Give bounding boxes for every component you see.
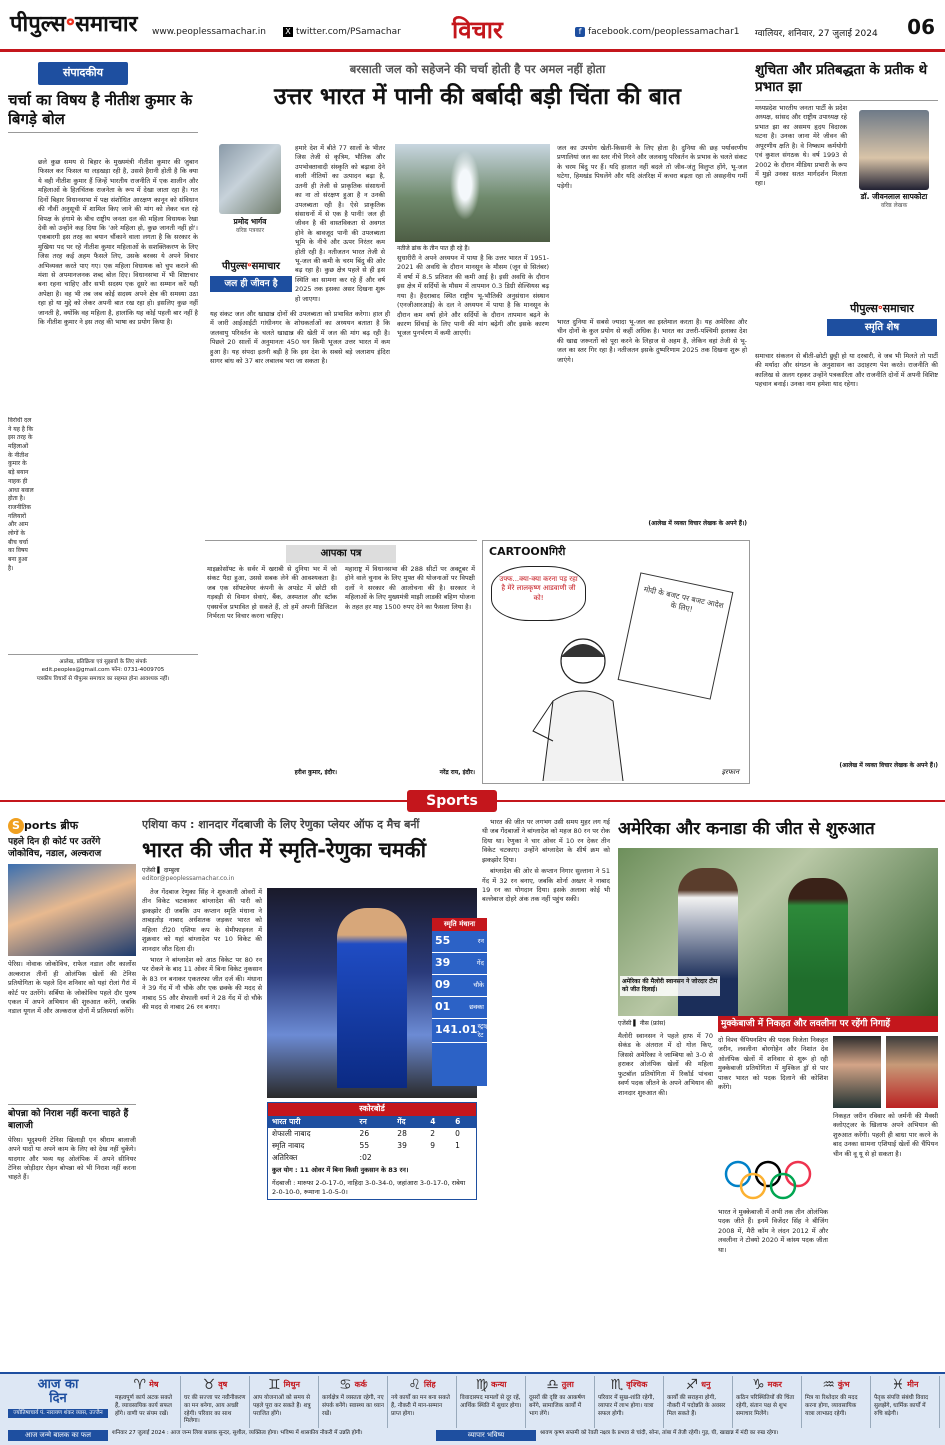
zodiac-name: मकर [767,1380,782,1390]
scoreboard-cell: शेफाली नाबाद [272,1128,311,1138]
zodiac-text: परिवार में सुख-शांति रहेगी, व्यापार में लाभ होगा। यात्रा सफल होगी। [598,1394,655,1417]
zodiac-sign [802,1376,871,1428]
zodiac-sign [733,1376,802,1428]
football-story: अमेरिका और कनाडा की जीत से शुरुआत अमेरिका की मैलोरी स्वानसन ने जोरदार टीम को जीत दिलाई। एजेंसी ▌ नीस (फ्रांस) मैलोरी स्वानसन ने पहले हाफ में 70 सेकंड के अंतराल में दो गोल किए, जिससे अमेरिका ने जाम्बिया को 3-0 से हराकर ओलंपिक खेलों की महिला फुटबॉल प्रतियोगिता में रिकॉर्ड पांचवा स्वर्ण पदक जीतने के अपने अभियान की शानदार शुरुआत की। मुक्केबाजी में निकहत और लवलीना पर रहेंगी निगाहें दो विश्व चैंपियनशिप की पदक विजेता निकहत जरीन, लवलीना बोरगोहेन और निशांत देव ओलंपिक खेलों में शनिवार से शुरू हो रही मुक्केबाजी प्रतियोगिता में मुश्किल ड्रॉ से पार पाकर भारत को पदक दिलाने की कोशिश करेंगे। भारत ने मुक्केबाजी में अभी तक तीन ओलंपिक पदक जीते हैं। इनमें विजेंदर सिंह ने बीजिंग 2008 में, मैरी कॉम ने लंदन 2012 में और लवलीना ने टोक्यो 2020 में कांस्य पदक जीता था। निकहत जरीन रविवार को जर्मनी की मैक्सी क्लोएट्जर के खिलाफ अपने अभियान की शुरुआत करेंगी। पहली ही बाधा पार करने के बाद उनका सामना एशियाई खेलों की चैंपियन चीन की वू यू से हो सकता है। [618,818,938,1366]
zodiac-name: धनु [701,1380,711,1390]
scoreboard-row [268,1152,476,1164]
stat-list [432,931,494,1043]
facebook-icon: f [575,27,585,37]
zodiac-icon: ♊ [268,1377,281,1393]
brief-body: पेरिस। नोवाक जोकोविच, राफेल नडाल और कार्लोस अल्कराज तीनों ही ओलंपिक खेलों की टेनिस प्रतियोगिता के पहले दिन शनिवार को यहां रोलां गैरां में कोर्ट पर उतरेंगे। सर्बिया के जोकोविच पहले दौर पुरुष एकल में अपने अभियान की शुरुआत करेंगे, जबकि नडाल यूगल में और अल्कराज दोनों में प्रतिस्पर्धा करेंगे। [8,960,136,1016]
zodiac-name: कुंभ [837,1380,850,1390]
lead-col-5: भारत दुनिया में सबसे ज्यादा भू-जल का इस्तेमाल करता है। यह अमेरिका और चीन दोनों के कुल प्रयोग से कहीं अधिक है। भारत का उत्तरी-पश्चिमी इलाका देश की खाद्य जरूरतों को पूरा करने के लिहाज से अहम है, लेकिन वहां तेजी से भू-जल का स्तर गिर रहा है। नतीजतन इसके दुष्परिणाम 2025 तक दिखना शुरू हो जाएंगे। [557,318,747,364]
tribute-body-1: मध्यप्रदेश भारतीय जनता पार्टी के प्रदेश अध्यक्ष, सांसद और राष्ट्रीय उपाध्यक्ष रहे प्रभात झा का असमय हृदय विदारक घटना है। उनका जाना मेरे जीवन की अपूरणीय क्षति है। वे निष्काम कर्मयोगी एवं कुशल संगठक थे। वर्ष 1993 से 2002 के दौरान मीडिया प्रभारी के रूप में मुझे उनका सतत मार्गदर्शन मिलता रहा। [755,104,847,188]
nikhat-photo [833,1036,881,1108]
lead-col-1: हमारे देश में बीते 77 सालों के भीतर जिस तेजी से कृत्रिम, भौतिक और उपभोक्तावादी संस्कृति को बढ़ावा देने वाली नीतियों का उत्पादन बढ़ा है, उतनी ही तेजी से प्राकृतिक संसाधनों का ना तो संरक्षण हुआ है न उनकी उपलब्धता रही है। ऐसे प्राकृतिक संसाधनों में से एक है पानी! जल ही जीवन है की वास्तविकता से अवगत होने के बावजूद पानी की उपलब्धता भूमि के नीचे और ऊपर निरंतर कम होती रही है। नतीजतन भारत तेजी से भू-जल की कमी के चरम बिंदु की ओर बढ़ रहा है। कुछ क्षेत्र पहले से ही इस स्थिति का सामना कर रहे हैं और वर्ष 2025 तक इसका असर दिखना शुरू हो जाएगा। [295,144,385,303]
letters-title: आपका पत्र [286,545,396,563]
cartoon-sign: मोदी के बजट पर बजट आदेश के लिए! [618,572,734,699]
cartoon-title: CARTOONगिरी [489,545,566,558]
stat-value: 55 [435,934,451,948]
football-caption: अमेरिका की मैलोरी स्वानसन ने जोरदार टीम को जीत दिलाई। [620,976,720,996]
scoreboard-cell: 2 [430,1128,436,1138]
zodiac-sign [250,1376,319,1428]
football-body: मैलोरी स्वानसन ने पहले हाफ में 70 सेकंड के अंतराल में दो गोल किए, जिससे अमेरिका ने जाम्बिया को 3-0 से हराकर ओलंपिक खेलों की महिला फुटबॉल प्रतियोगिता में रिकॉर्ड पांचवा स्वर्ण पदक जीतने के अपने अभियान की शानदार शुरुआत की। [618,1032,713,1097]
lead-col-2: यह संकट जल और खाद्यान्न दोनों की उपलब्धता को प्रभावित करेगा। हाल ही में जारी आईआईटी गांधीनगर के शोधकर्ताओं का अध्ययन बताता है कि जलवायु परिवर्तन के चलते खाद्यान्न की खेती में जल की मांग बढ़ रही है। पिछले 20 सालों में अनुमानतः 450 घन किमी भूजल उत्तर भारत में कम हुआ है। यह संपदा इतनी बड़ी है कि इस देश के सबसे बड़े जलाशय इंदिरा सागर बांध को 37 बार लबालब भरा जा सकता है। [210,310,390,366]
editorial-headline: चर्चा का विषय है नीतीश कुमार के बिगड़े बोल [8,90,193,128]
editorial-section [8,62,198,784]
scoreboard-header-cell: रन [356,1116,394,1128]
zodiac-text: मित्र या रिश्तेदार की मदद करना होगा, व्यावसायिक यात्रा लाभप्रद रहेगी। [805,1394,858,1417]
masthead [0,0,945,52]
cartoon-box [482,540,750,784]
letters-section: आपका पत्र माइक्रोसॉफ्ट के सर्वर में खराबी से दुनिया भर में जो संकट पैदा हुआ, उससे सबक लेने की आवश्यकता है। जब एक सॉफ्टवेयर कंपनी के अपडेट में छोटी सी गड़बड़ी से विमान सेवाएं, बैंक, अस्पताल और स्टॉक एक्सचेंज प्रभावित हो सकते हैं, तो हमें अपनी डिजिटल निर्भरता पर विचार करना चाहिए। हरीश कुमार, इंदौर। महाराष्ट्र में विधानसभा की 288 सीटों पर अक्टूबर में होने वाले चुनाव के लिए मुफ्त की योजनाओं पर विपक्षी दलों ने सरकार की आलोचना की है। सरकार ने महिलाओं के लिए मुख्यमंत्री माझी लाडकी बहिण योजना के तहत हर माह 1500 रुपए देने का फैसला लिया है। नरेंद्र राय, इंदौर। [205,540,477,784]
zodiac-sign [388,1376,457,1428]
boxing-body-3: निकहत जरीन रविवार को जर्मनी की मैक्सी क्लोएट्जर के खिलाफ अपने अभियान की शुरुआत करेंगी। पहली ही बाधा पार करने के बाद उनका सामना एशियाई खेलों की चैंपियन चीन की वू यू से हो सकता है। [833,1112,938,1158]
zodiac-text: कार्यों की सराहना होगी, नौकरी में पदोन्नति के अवसर मिल सकते हैं। [667,1394,726,1417]
zodiac-name: मेष [149,1380,159,1390]
smriti-stats-box: स्मृति मंधाना 55 रन 39 गेंद 09 चौके 01 छक्का 141.01 स्ट्राइक रेट [432,918,487,1086]
scoreboard-cell [451,1152,476,1164]
brief2-body: पेरिस। भूदृश्यनी टेनिस खिलाड़ी एन श्रीराम बालाजी अपने यादों या अपने काम के लिए को देख नहीं चुकेंगे। यादगार और भव्य यह ओलंपिक में अपने सीनियर टेनिस जोड़ीदार रोहन बोपन्ना को भी निराश नहीं करना चाहते हैं। [8,1135,136,1182]
stat-label: स्ट्राइक रेट [477,1021,494,1039]
website-link[interactable]: www.peoplessamachar.in [152,27,266,37]
zodiac-text: विवादास्पद मामलों से दूर रहें, आर्थिक स्थिति में सुधार होगा। [460,1394,522,1409]
series-tag-block: पीपुल्स॰समाचार जल ही जीवन है [210,260,292,292]
scoreboard-cell [393,1152,426,1164]
zodiac-icon: ♑ [752,1377,765,1393]
tribute-byline-note: (आलेख में व्यक्त विचार लेखक के अपने हैं।) [839,762,938,769]
brief2-headline: बोपन्ना को निराश नहीं करना चाहते हैं बालाजी [8,1109,129,1132]
twitter-link[interactable]: X twitter.com/PSamachar [283,26,401,38]
scoreboard-header-cell: गेंद [393,1116,426,1128]
dateline: ग्वालियर, शनिवार, 27 जुलाई 2024 [755,29,878,39]
facebook-link[interactable]: f facebook.com/peoplessamachar1 [575,26,740,38]
stat-label: चौके [473,981,484,990]
scoreboard-cell: 28 [397,1128,407,1138]
scoreboard-cell: स्मृति नाबाद [272,1141,305,1151]
lead-headline: उत्तर भारत में पानी की बर्बादी बड़ी चिंता की बात [274,83,681,110]
scoreboard-cell: 26 [359,1128,370,1138]
zodiac-text: कठिन परिस्थितियों की चिंता रहेगी, संतान पक्ष से शुभ समाचार मिलेंगे। [736,1394,795,1417]
boxing-body-2: भारत ने मुक्केबाजी में अभी तक तीन ओलंपिक पदक जीते हैं। इनमें विजेंदर सिंह ने बीजिंग 2008 में, मैरी कॉम ने लंदन 2012 में और लवलीना ने टोक्यो 2020 में कांस्य पदक जीता था। [718,1208,828,1254]
editorial-contact: आलेख, प्रतिक्रिया एवं सुझावों के लिए संपर्क edit.peoples@gmail.com फोन: 0731-4009705 पत्रकीय विचारों से पीपुल्स समाचार का सहमत होना आवश्यक नहीं। [8,654,198,683]
editorial-sidebar-text: विरोधी दल ने यह है कि इस तरह के महिलाओं के नीतीश कुमार के बड़े बयान नाहक ही आधा बवाल होता है। राजनीतिक गलियारों और आम लोगों के बीच चर्चा का विषय बना हुआ है। [8,417,34,572]
main-sports-story: एशिया कप : शानदार गेंदबाजी के लिए रेणुका प्लेयर ऑफ द मैच बनीं भारत की जीत में स्मृति-रेणुका चमकीं एजेंसी ▌ दाम्बुला editor@peoplessamachar.co.in तेज गेंदबाज रेणुका सिंह ने शुरुआती ओवरों में तीन विकेट चटकाकर बांग्लादेश की पारी को झकझोर दी जबकि उप कप्तान स्मृति मंधाना ने ताबड़तोड़ नाबाद अर्धशतक जड़कर भारत को महिला टी20 एशिया कप के सेमीफाइनल में शुक्रवार को यहां बांग्लादेश पर 10 विकेट की शानदार जीत दिला दी। भारत ने बांग्लादेश को आठ विकेट पर 80 रन पर रोकने के बाद 11 ओवर में बिना विकेट नुकसान के 83 रन बनाकर एकतरफा जीत दर्ज की। मंधाना ने 39 गेंद में नौ चौके और एक छक्के की मदद से नाबाद 55 और शेफाली वर्मा ने 28 गेंद में दो चौके की मदद से नाबाद 26 रन बनाए। स्मृति मंधाना 55 रन 39 गेंद 09 चौके 01 छक्का 141.01 स्ट्राइक रेट भारत की जीत पर लगभग उसी समय मुहर लग गई थी जब गेंदबाजों ने बांग्लादेश को महज 80 रन पर रोक दिया था। रेणुका ने चार ओवर में 10 रन देकर तीन विकेट चटकाए। उन्होंने बांग्लादेश के शीर्ष क्रम को झकझोर दिया। बांग्लादेश की ओर से कप्तान निगार सुल्ताना ने 51 गेंद में 32 रन बनाए, जबकि शोर्ना अख्तर ने नाबाद 19 रन का योगदान दिया। इसके अलावा कोई भी बल्लेबाज दोहरे अंक तक नहीं पहुंच सकी। स्कोरबोर्ड भारत पारी रन गेंद 4 6 शेफाली नाबाद 26 28 2 0 स्मृति नाबाद 55 39 9 1 अतिरिक्त :02 कुल योग : 11 ओवर में बिना किसी नुकसान के 83 रन। गेंदबाजी : मारुफा 2-0-17-0, नाहिदा 3-0-34-0, जहांआरा 3-0-17-0, राबेया 2-0-10-0, रूमाना 1-0-5-0। [142,818,612,1366]
football-photo [618,848,938,1016]
lead-byline-note: (आलेख में व्यक्त विचार लेखक के अपने हैं।) [648,520,747,527]
zodiac-sign [664,1376,733,1428]
editorial-body: छले कुछ समय से बिहार के मुख्यमंत्री नीतीश कुमार की जुबान फिसल कर फिसल या लड़खड़ा रही है, उससे हैरानी होती है कि क्या ये वही नीतीश कुमार हैं जिन्हें भारतीय राजनीति में एक शालीन और महिलाओं के हितचिंतक राजनेता के रूप में देखा जाता रहा है। गत दिनों बिहार विधानसभा में पक्ष संशोधित आरक्षण कानून को संविधान की नौवीं अनुसूची में शामिल किए जाने की मांग को लेकर चल रहे विपक्ष के हंगामे के बीच राष्ट्रीय जनता दल की महिला विधायक रेखा देवी को उन्होंने कह दिया कि 'अरे महिला हो, कुछ जानती नहीं हो'। एकबारगी इस तरह का बयान चौंकाने वाला लगता है कि सरकार के मुखिया पद पर रहे नीतीश कुमार महिलाओं के सशक्तिकरण के लिए जिस तरह कई अहम फैसले लिए, उसके बरक्स ये अपने विचार अभिव्यक्त करते पाए गए। एक महिला विधायक को चुप कराने की मंशा से अपमानजनक शब्द बोल दिए। विधानसभा में भी शिष्टाचार बना रहना चाहिए और सभी सदस्य एक दूसरे का सम्मान करें यही अपेक्षा है। वह भी तब जब कोई सदस्य अपने क्षेत्र की समस्या उठा रहा हो या मुद्दे को लेकर अपनी बात रख रहा हो। इसलिए कुछ नहीं जानती है, क्योंकि वह महिला है, हालांकि यह कोई पहली बार नहीं है कि नीतीश कुमार ने इस तरह की भाषा का प्रयोग किया है। [38,158,198,327]
zodiac-text: नये कार्यों का मन बना सकते हैं, नौकरी में मान-सम्मान प्राप्त होगा। [391,1394,450,1417]
lead-col-3: सुधारीरी ने अपने अध्ययन में पाया है कि उत्तर भारत में 1951-2021 की अवधि के दौरान मानसून के मौसम (जून से सितंबर) में वर्षा में 8.5 प्रतिशत की कमी आई है। इसी अवधि के दौरान इस क्षेत्र में सर्दियों के मौसम में तापमान 0.3 डिग्री सेल्सियस बढ़ गया है। हैदराबाद स्थित राष्ट्रीय भू-भौतिकी अनुसंधान संस्थान (एनजीआरआई) के दल ने अध्ययन में पाया है कि मानसून के दौरान कम वर्षा होने और सर्दियों के दौरान तापमान बढ़ने के कारण सिंचाई के लिए पानी की मांग बढ़ेगी और इसके कारण भूजल पुनर्भरण में कमी आएगी। [397,254,549,338]
zodiac-text: घर की सज्जा पर नवीनीकरण का मन बनेगा, आय अच्छी रहेगी। परिवार का साथ मिलेगा। [184,1394,246,1425]
zodiac-icon: ♉ [202,1377,216,1393]
stat-row [432,975,487,997]
zodiac-sign [112,1376,181,1428]
newspaper-logo[interactable]: पीपुल्स॰समाचार [10,12,138,37]
zodiac-text: दूसरों की दृष्टि का आकर्षण बनेंगे, सामाजिक कार्यों में भाग लेंगे। [529,1394,586,1417]
lead-col-4: जल का उपयोग खेती-किसानी के लिए होता है। दुनिया की छह पर्यावरणीय प्रणालियां जल का स्तर नीचे गिरने और जलवायु परिवर्तन के प्रभाव के चलते संकट के चरम बिंदु पर हैं। यदि हालात नहीं बदले तो जीव-जंतु विलुप्त होंगे, भू-जल घटेगा, हिमखंड पिघलेंगे और यदि अंतरिक्ष में कचरा बढ़ता रहा तो असहनीय गर्मी पड़ेगी। [557,144,747,190]
scoreboard-header-cell: 6 [451,1116,476,1128]
section-title: विचार [452,16,503,44]
zodiac-grid [112,1376,940,1428]
zodiac-icon: ♐ [685,1377,699,1393]
zodiac-sign [871,1376,940,1428]
zodiac-icon: ♌ [408,1377,421,1393]
zodiac-icon: ♍ [475,1377,489,1393]
stat-row [432,997,487,1019]
stat-row [432,953,487,975]
boxing-headline: मुक्केबाजी में निकहत और लवलीना पर रहेंगी निगाहें [718,1016,938,1032]
zodiac-name: कर्क [354,1380,367,1390]
boxing-body-1: दो विश्व चैंपियनशिप की पदक विजेता निकहत जरीन, लवलीना बोरगोहेन और निशांत देव ओलंपिक खेलों में शनिवार से शुरू हो रही मुक्केबाजी प्रतियोगिता में मुश्किल ड्रॉ से पार पाकर भारत को पदक दिलाने की कोशिश करेंगे। [718,1036,828,1092]
sports-headline: भारत की जीत में स्मृति-रेणुका चमकीं [142,837,427,862]
sports-brief-icon: S [8,818,24,834]
scoreboard-header-cell: 4 [426,1116,451,1128]
zodiac-name: सिंह [423,1380,436,1390]
brief-headline: पहले दिन ही कोर्ट पर उतरेंगे जोकोविच, नडाल, अल्कराज [8,837,102,859]
scoreboard-cell: 55 [359,1141,370,1151]
tribute-series-tag: पीपुल्स॰समाचार स्मृति शेष [827,302,937,336]
football-headline: अमेरिका और कनाडा की जीत से शुरुआत [618,819,875,839]
sports-banner-bar [0,790,945,812]
zodiac-icon: ♏ [610,1377,624,1393]
editorial-email-link[interactable]: edit.peoples@gmail.com फोन: 0731-4009705 [41,667,165,674]
zodiac-icon: ♈ [133,1377,147,1393]
zodiac-name: मीन [907,1380,919,1390]
twitter-icon: X [283,27,293,37]
stat-value: 39 [435,956,451,970]
scoreboard-table [268,1116,476,1165]
cartoon-artist: इरफान [721,767,739,776]
scoreboard-cell: 1 [455,1141,460,1151]
sports-email[interactable]: editor@peoplessamachar.co.in [142,875,235,883]
stat-value: 141.01 [435,1023,478,1037]
zodiac-sign [595,1376,664,1428]
scoreboard-cell: अतिरिक्त [272,1153,298,1163]
scoreboard: स्कोरबोर्ड भारत पारी रन गेंद 4 6 शेफाली नाबाद 26 28 2 0 स्मृति नाबाद 55 39 9 1 अतिरिक्त :02 कुल योग : 11 ओवर में बिना किसी नुकसान के 83 रन। गेंदबाजी : मारुफा 2-0-17-0, नाहिदा 3-0-34-0, जहांआरा 3-0-17-0, राबेया 2-0-10-0, रूमाना 1-0-5-0। [267,1102,477,1200]
zodiac-text: कार्यक्षेत्र में व्यस्तता रहेगी, नए संपर्क बनेंगे। स्वास्थ्य का ध्यान रखें। [322,1394,384,1417]
zodiac-text: महत्वपूर्ण कार्य अटक सकते हैं, व्यावसायिक कार्य सफल होंगे। वाणी पर संयम रखें। [115,1394,173,1417]
stat-row [432,931,487,953]
scoreboard-header-cell: भारत पारी [268,1116,356,1128]
scoreboard-cell: 39 [397,1141,407,1151]
lead-author: प्रमोद भार्गव वरिष्ठ पत्रकार [210,144,290,252]
stat-value: 09 [435,978,451,992]
scoreboard-cell: 9 [430,1141,436,1151]
zodiac-icon: ♎ [546,1377,559,1393]
zodiac-sign [457,1376,526,1428]
sports-body-1: तेज गेंदबाज रेणुका सिंह ने शुरुआती ओवरों में तीन विकेट चटकाकर बांग्लादेश की पारी को झकझोर दी जबकि उप कप्तान स्मृति मंधाना ने ताबड़तोड़ नाबाद अर्धशतक जड़कर भारत को महिला टी20 एशिया कप के सेमीफाइनल में शुक्रवार को यहां बांग्लादेश पर 10 विकेट की शानदार जीत दिला दी। भारत ने बांग्लादेश को आठ विकेट पर 80 रन पर रोकने के बाद 11 ओवर में बिना विकेट नुकसान के 83 रन बनाकर एकतरफा जीत दर्ज की। मंधाना ने 39 गेंद में नौ चौके और एक छक्के की मदद से नाबाद 55 और शेफाली वर्मा ने 28 गेंद में दो चौके की मदद से नाबाद 26 रन बनाए। [142,888,262,1012]
scoreboard-cell: :02 [359,1153,372,1163]
sports-body-2: भारत की जीत पर लगभग उसी समय मुहर लग गई थी जब गेंदबाजों ने बांग्लादेश को महज 80 रन पर रोक दिया था। रेणुका ने चार ओवर में 10 रन देकर तीन विकेट चटकाए। उन्होंने बांग्लादेश के शीर्ष क्रम को झकझोर दिया। बांग्लादेश की ओर से कप्तान निगार सुल्ताना ने 51 गेंद में 32 रन बनाए, जबकि शोर्ना अख्तर ने नाबाद 19 रन का योगदान दिया। इसके अलावा कोई भी बल्लेबाज दोहरे अंक तक नहीं पहुंच सकी। [482,818,610,904]
sports-banner: Sports [407,790,497,812]
stat-label: गेंद [476,959,484,968]
lead-kicker: बरसाती जल को सहेजने की चर्चा होती है पर अमल नहीं होता [349,62,606,76]
photo-caption: नतीजे ढांक के तीन पात ही रहे हैं। [397,245,470,252]
stat-label: छक्का [469,1003,484,1011]
stat-row [432,1019,494,1044]
zodiac-sign [181,1376,250,1428]
tribute-body-2: समाचार संकलन से बीती-छोटी छुट्टी हो या दरबारी, वे जब भी मिलते तो पार्टी की मर्यादा और संगठन के अनुशासन का उदाहरण पेश करते। राजनीति की कालिख से अलग रहकर उन्होंने पत्रकारिता और राजनीति दोनों में अपनी विशिष्ट पहचान बनाई। उनका नाम हमेशा याद रहेगा। [755,352,938,389]
nadal-photo [8,864,136,956]
stat-value: 01 [435,999,451,1013]
zodiac-sign [319,1376,388,1428]
zodiac-name: वृष [218,1380,228,1390]
lead-article [205,62,750,534]
water-leak-photo [395,144,550,242]
scoreboard-cell [426,1152,451,1164]
zodiac-name: तुला [561,1380,574,1390]
zodiac-sign [526,1376,595,1428]
lovlina-photo [886,1036,938,1108]
sports-brief: S ports ब्रीफ पहले दिन ही कोर्ट पर उतरेंगे जोकोविच, नडाल, अल्कराज पेरिस। नोवाक जोकोविच, राफेल नडाल और कार्लोस अल्कराज तीनों ही ओलंपिक खेलों की टेनिस प्रतियोगिता के पहले दिन शनिवार को यहां रोलां गैरां में कोर्ट पर उतरेंगे। सर्बिया के जोकोविच पहले दौर पुरुष एकल में अपने अभियान की शुरुआत करेंगे, जबकि नडाल यूगल में और अल्कराज दोनों में प्रतिस्पर्धा करेंगे। बोपन्ना को निराश नहीं करना चाहते हैं बालाजी पेरिस। भूदृश्यनी टेनिस खिलाड़ी एन श्रीराम बालाजी अपने यादों या अपने काम के लिए को देख नहीं चुकेंगे। यादगार और भव्य यह ओलंपिक में अपने सीनियर टेनिस जोड़ीदार रोहन बोपन्ना को भी निराश नहीं करना चाहते हैं। [8,818,136,1366]
letter-2: महाराष्ट्र में विधानसभा की 288 सीटों पर अक्टूबर में होने वाले चुनाव के लिए मुफ्त की योजनाओं पर विपक्षी दलों ने सरकार की आलोचना की है। सरकार ने महिलाओं के लिए मुख्यमंत्री माझी लाडकी बहिण योजना के तहत हर माह 1500 रुपए देने का फैसला लिया है। [345,565,475,611]
horoscope-strip: आज का दिन ज्योतिषाचार्य पं. नारायण शंकर व्यास, उज्जैन ♈ मेष महत्वपूर्ण कार्य अटक सकते हैं, व्यावसायिक कार्य सफल होंगे। वाणी पर संयम रखें। ♉ वृष घर की सज्जा पर नवीनीकरण का मन बनेगा, आय अच्छी रहेगी। परिवार का साथ मिलेगा। ♊ मिथुन आप योजनाओं को समय से पहले पूरा कर सकते हैं। शत्रु पराजित होंगे। ♋ कर्क कार्यक्षेत्र में व्यस्तता रहेगी, नए संपर्क बनेंगे। स्वास्थ्य का ध्यान रखें। ♌ सिंह नये कार्यों का मन बना सकते हैं, नौकरी में मान-सम्मान प्राप्त होगा। ♍ कन्या विवादास्पद मामलों से दूर रहें, आर्थिक स्थिति में सुधार होगा। ♎ तुला दूसरों की दृष्टि का आकर्षण बनेंगे, सामाजिक कार्यों में भाग लेंगे। ♏ वृश्चिक परिवार में सुख-शांति रहेगी, व्यापार में लाभ होगा। यात्रा सफल होगी। ♐ धनु कार्यों की सराहना होगी, नौकरी में पदोन्नति के अवसर मिल सकते हैं। ♑ मकर कठिन परिस्थितियों की चिंता रहेगी, संतान पक्ष से शुभ समाचार मिलेंगे। ♒ कुंभ मित्र या रिश्तेदार की मदद करना होगा, व्यावसायिक यात्रा लाभप्रद रहेगी। ♓ मीन पैतृक संपत्ति संबंधी विवाद सुलझेंगे, धार्मिक कार्यों में रुचि बढ़ेगी। आज जन्मे बालक का फल शनिवार 27 जुलाई 2024 : आज जन्म लिया बालक सुन्दर, सुशील, व्यक्तित्व होगा। भविष्य में शासकीय नौकरी में उन्नति होगी। व्यापार भविष्य श्रावण कृष्ण सप्तमी को रेवती नक्षत्र के प्रभाव से चांदी, सोना, तांबा में तेजी रहेगी। गुड़, घी, खाद्यान्न में मंदी का रुख रहेगा। [0,1372,945,1445]
zodiac-name: मिथुन [283,1380,300,1390]
editorial-tag: संपादकीय [38,62,128,85]
tribute-author-photo [859,110,929,190]
sports-kicker: एशिया कप : शानदार गेंदबाजी के लिए रेणुका प्लेयर ऑफ द मैच बनीं [142,818,420,831]
zodiac-icon: ♋ [339,1377,352,1393]
zodiac-icon: ♓ [891,1377,905,1393]
zodiac-name: कन्या [491,1380,507,1390]
scoreboard-row [268,1128,476,1140]
zodiac-text: पैतृक संपत्ति संबंधी विवाद सुलझेंगे, धार्मिक कार्यों में रुचि बढ़ेगी। [874,1394,929,1417]
cartoon-speech: उफ्फ...क्या-क्या करना पड़ रहा है मेरे लालकृष्ण आडवाणी जी को! [491,566,586,621]
olympic-rings-icon [718,1156,828,1206]
scoreboard-row [268,1140,476,1152]
zodiac-name: वृश्चिक [626,1380,648,1390]
zodiac-text: आप योजनाओं को समय से पहले पूरा कर सकते हैं। शत्रु पराजित होंगे। [253,1394,311,1417]
tribute-author: डॉ. जीवनलाल सापकोटा वरिष्ठ लेखक [851,110,937,210]
horoscope-title-block: आज का दिन ज्योतिषाचार्य पं. नारायण शंकर व्यास, उज्जैन [8,1378,108,1418]
page-number: 06 [907,15,935,39]
stat-label: रन [477,937,484,946]
zodiac-icon: ♒ [822,1377,835,1393]
letter-1: माइक्रोसॉफ्ट के सर्वर में खराबी से दुनिया भर में जो संकट पैदा हुआ, उससे सबक लेने की आवश्यकता है। जब एक सॉफ्टवेयर कंपनी के अपडेट में छोटी सी गड़बड़ी से विमान सेवाएं, बैंक, अस्पताल और स्टॉक एक्सचेंज प्रभावित हो सकते हैं, तो हमें अपनी डिजिटल निर्भरता पर विचार करना चाहिए। [207,565,337,621]
author-photo [219,144,281,214]
scoreboard-cell: 0 [455,1128,460,1138]
tribute-headline: शुचिता और प्रतिबद्धता के प्रतीक थे प्रभात झा [755,62,928,95]
tribute-article [755,62,938,784]
